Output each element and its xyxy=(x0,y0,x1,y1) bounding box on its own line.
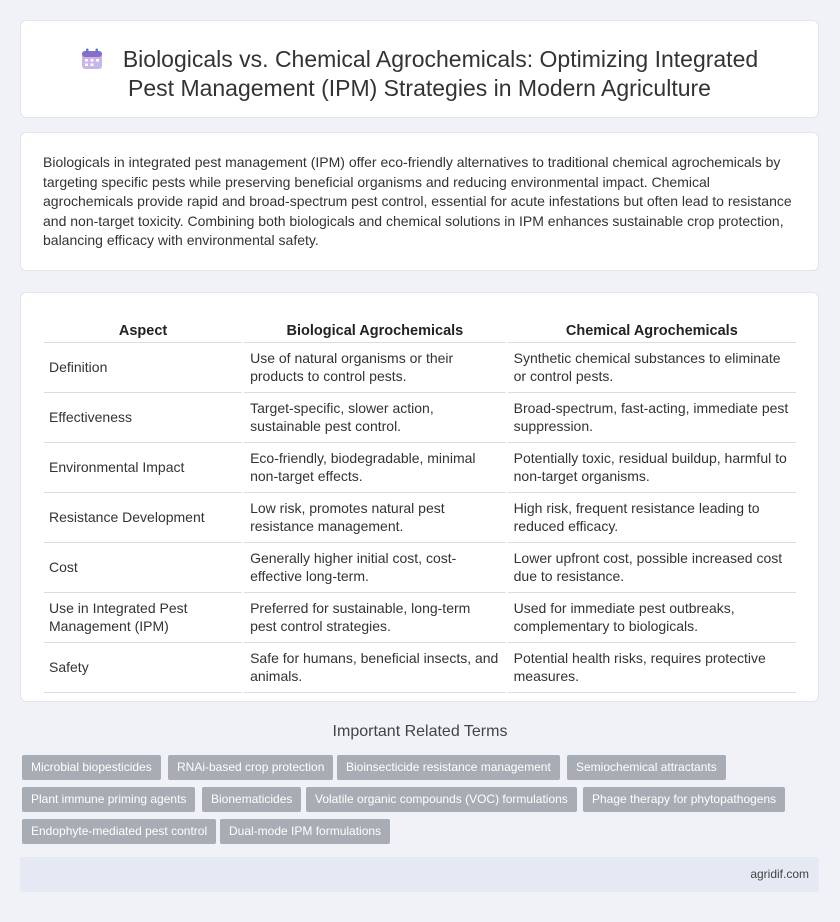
term-tag[interactable]: Bionematicides xyxy=(202,787,301,812)
intro-text: Biologicals in integrated pest management (IPM) offer eco-friendly alternatives to traditional chemical agrochemicals by targeting specific pests while preserving beneficial organisms and reducing environmental impact. Chemical agrochemicals provide rapid and broad-spectrum pest control, essential for acute infestations but often lead to resistance and non-target toxicity. Combining both biologicals and chemical solutions in IPM enhances sustainable crop protection, balancing efficacy with environmental safety. xyxy=(43,154,792,248)
table-row xyxy=(44,593,796,643)
row-chemical: Used for immediate pest outbreaks, complementary to biologicals. xyxy=(508,593,796,643)
row-chemical: Potential health risks, requires protective measures. xyxy=(508,643,796,693)
row-aspect: Definition xyxy=(44,343,242,393)
footer xyxy=(20,857,819,892)
row-aspect: Effectiveness xyxy=(44,393,242,443)
comparison-table xyxy=(42,313,798,693)
row-aspect: Cost xyxy=(44,543,242,593)
term-tag[interactable]: Microbial biopesticides xyxy=(22,755,161,780)
term-tag[interactable]: Semiochemical attractants xyxy=(567,755,726,780)
footer-site-link[interactable]: agridif.com xyxy=(750,867,809,881)
title-line-1: Biologicals vs. Chemical Agrochemicals: Optimizing Integrated xyxy=(122,46,759,72)
header-chemical: Chemical Agrochemicals xyxy=(508,313,796,343)
table-row xyxy=(44,343,796,393)
term-tag[interactable]: Volatile organic compounds (VOC) formulations xyxy=(306,787,577,812)
row-biological: Safe for humans, beneficial insects, and animals. xyxy=(244,643,506,693)
table-row xyxy=(44,443,796,493)
header-biological: Biological Agrochemicals xyxy=(244,313,506,343)
related-terms-title: Important Related Terms xyxy=(332,723,508,740)
term-tag[interactable]: Endophyte-mediated pest control xyxy=(22,819,216,844)
header-aspect: Aspect xyxy=(44,313,242,343)
title-line-2: Pest Management (IPM) Strategies in Modern Agriculture xyxy=(128,75,711,101)
term-tag[interactable]: Bioinsecticide resistance management xyxy=(337,755,560,780)
title-card xyxy=(20,20,819,118)
row-aspect: Environmental Impact xyxy=(44,443,242,493)
row-biological: Low risk, promotes natural pest resistance management. xyxy=(244,493,506,543)
row-biological: Use of natural organisms or their products to control pests. xyxy=(244,343,506,393)
intro-card xyxy=(20,132,819,271)
table-row xyxy=(44,543,796,593)
table-row xyxy=(44,643,796,693)
term-tag[interactable]: Phage therapy for phytopathogens xyxy=(583,787,785,812)
row-aspect: Resistance Development xyxy=(44,493,242,543)
title-wrap xyxy=(21,45,818,103)
table-row xyxy=(44,493,796,543)
calendar-icon xyxy=(81,48,103,70)
row-biological: Target-specific, slower action, sustainable pest control. xyxy=(244,393,506,443)
term-tag[interactable]: Plant immune priming agents xyxy=(22,787,195,812)
table-header-row xyxy=(44,313,796,343)
row-chemical: Synthetic chemical substances to eliminate or control pests. xyxy=(508,343,796,393)
comparison-card xyxy=(20,292,819,702)
row-biological: Preferred for sustainable, long-term pest control strategies. xyxy=(244,593,506,643)
table-row xyxy=(44,393,796,443)
term-tag[interactable]: RNAi-based crop protection xyxy=(168,755,333,780)
row-chemical: Broad-spectrum, fast-acting, immediate pest suppression. xyxy=(508,393,796,443)
row-aspect: Safety xyxy=(44,643,242,693)
row-chemical: Potentially toxic, residual buildup, harmful to non-target organisms. xyxy=(508,443,796,493)
row-chemical: High risk, frequent resistance leading to reduced efficacy. xyxy=(508,493,796,543)
row-aspect: Use in Integrated Pest Management (IPM) xyxy=(44,593,242,643)
row-biological: Generally higher initial cost, cost-effective long-term. xyxy=(244,543,506,593)
term-tag[interactable]: Dual-mode IPM formulations xyxy=(220,819,390,844)
row-chemical: Lower upfront cost, possible increased cost due to resistance. xyxy=(508,543,796,593)
row-biological: Eco-friendly, biodegradable, minimal non-target effects. xyxy=(244,443,506,493)
page-title xyxy=(21,45,818,103)
